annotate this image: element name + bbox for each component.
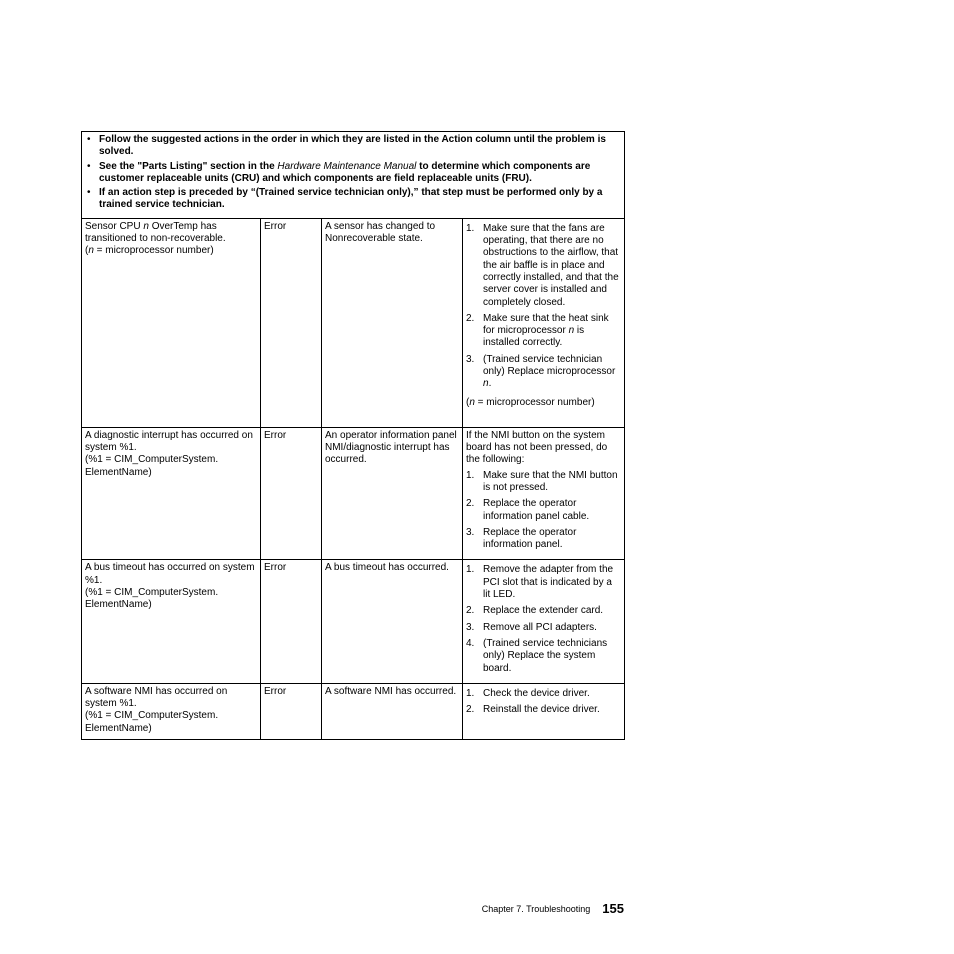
note-text: If an action step is preceded by “(Trained service technician only),” that step must be performed only by a trained service technician.	[99, 187, 603, 211]
message-cell: A software NMI has occurred on system %1. (%1 = CIM_ComputerSystem. ElementName)	[82, 683, 261, 739]
manual-title: Hardware Maintenance Manual	[277, 160, 417, 172]
bullet-icon: •	[87, 187, 91, 199]
action-step: 1. Remove the adapter from the PCI slot that is indicated by a lit LED.	[466, 564, 614, 601]
message-note: (%1 = CIM_ComputerSystem. ElementName)	[85, 710, 219, 734]
action-intro: If the NMI button on the system board has not been pressed, do the following:	[466, 429, 608, 466]
action-steps	[466, 470, 621, 552]
action-cell	[463, 683, 625, 739]
message-note: (%1 = CIM_ComputerSystem. ElementName)	[85, 587, 219, 611]
note-item	[85, 187, 621, 212]
action-step: 3. Replace the operator information panel.	[466, 526, 577, 551]
bullet-icon: •	[87, 160, 91, 172]
bullet-icon: •	[87, 134, 91, 145]
action-step: 2. Replace the extender card.	[466, 605, 604, 617]
action-step: 1. Check the device driver.	[466, 687, 590, 699]
action-cell	[463, 218, 625, 427]
severity-cell: Error	[261, 218, 322, 427]
note-item	[85, 134, 621, 159]
note-item	[85, 161, 621, 186]
action-step: 2. Replace the operator information panel cable.	[466, 498, 590, 522]
description-cell: A sensor has changed to Nonrecoverable state.	[322, 218, 463, 427]
action-steps	[466, 223, 621, 391]
notes-cell	[82, 132, 625, 219]
message-note: (n = microprocessor number)	[85, 245, 214, 257]
message-cell: A diagnostic interrupt has occurred on system %1. (%1 = CIM_ComputerSystem. ElementName)	[82, 427, 261, 560]
error-message-table	[81, 131, 625, 740]
action-step: 2. Make sure that the heat sink for microprocessor n is installed correctly.	[466, 312, 609, 349]
action-step: 1. Make sure that the fans are operating, that there are no obstructions to the airflow, that the air baffle is in place and correctly installed, and that the server cover is installed and completely closed.	[466, 222, 619, 308]
note-text: Follow the suggested actions in the order in which they are listed in the Action column until the problem is solved.	[99, 134, 606, 158]
action-step: 3. Remove all PCI adapters.	[466, 621, 597, 633]
page-number: 155	[602, 901, 624, 916]
severity-cell: Error	[261, 560, 322, 683]
chapter-title: Chapter 7. Troubleshooting	[481, 904, 591, 914]
table-row	[82, 427, 625, 560]
action-steps	[466, 564, 621, 674]
action-step: 3. (Trained service technician only) Replace microprocessor n.	[466, 353, 616, 390]
notes-list	[85, 134, 621, 212]
severity-cell: Error	[261, 683, 322, 739]
action-step: 4. (Trained service technicians only) Replace the system board.	[466, 637, 608, 674]
action-cell	[463, 560, 625, 683]
table-row	[82, 683, 625, 739]
action-step: 1. Make sure that the NMI button is not pressed.	[466, 469, 618, 493]
page-footer	[482, 901, 624, 916]
action-step: 2. Reinstall the device driver.	[466, 704, 600, 716]
description-cell: A bus timeout has occurred.	[322, 560, 463, 683]
table-row	[82, 560, 625, 683]
description-cell: A software NMI has occurred.	[322, 683, 463, 739]
notes-row	[82, 132, 625, 219]
message-note: (%1 = CIM_ComputerSystem. ElementName)	[85, 454, 219, 478]
table-row	[82, 218, 625, 427]
description-cell: An operator information panel NMI/diagnostic interrupt has occurred.	[322, 427, 463, 560]
note-text: See the "Parts Listing" section in the	[99, 160, 278, 172]
action-note: (n = microprocessor number)	[466, 396, 595, 408]
note-text: to determine which components are customer replaceable units (CRU) and which components are field replaceable units (FRU).	[99, 160, 591, 184]
severity-cell: Error	[261, 427, 322, 560]
action-steps	[466, 688, 621, 717]
message-cell: Sensor CPU n OverTemp has transitioned to non-recoverable. (n = microprocessor number)	[82, 218, 261, 427]
action-cell	[463, 427, 625, 560]
message-cell: A bus timeout has occurred on system %1. (%1 = CIM_ComputerSystem. ElementName)	[82, 560, 261, 683]
